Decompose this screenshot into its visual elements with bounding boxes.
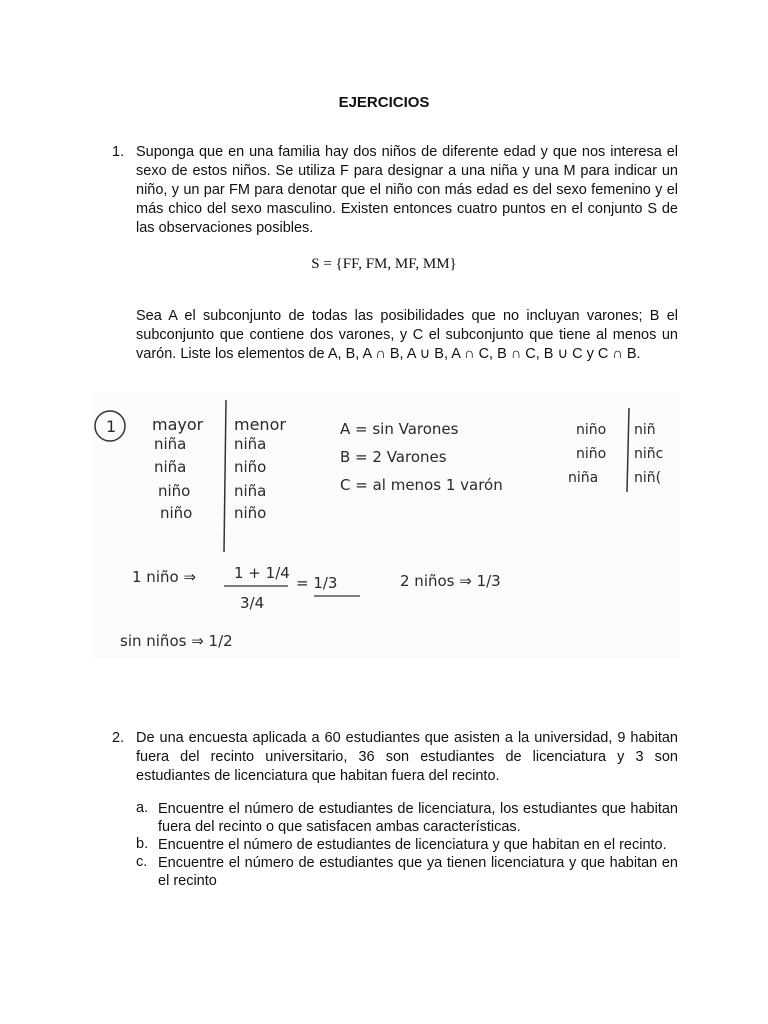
- col-header-mayor: mayor: [152, 415, 204, 434]
- item-a-label: a.: [136, 800, 149, 816]
- line2: sin niños ⇒ 1/2: [120, 632, 233, 650]
- row1-col2: niña: [234, 435, 267, 453]
- set-formula: S = {FF, FM, MF, MM}: [311, 256, 457, 272]
- line1-lhs: 1 niño ⇒: [132, 568, 197, 586]
- line1-right: 2 niños ⇒ 1/3: [400, 572, 501, 590]
- right-row1-col2: niñ: [634, 422, 656, 438]
- item-b-text: Encuentre el número de estudiantes de licenciatura y que habitan en el recinto.: [158, 837, 667, 853]
- item-b-label: b.: [136, 836, 149, 852]
- right-row2-col1: niño: [576, 446, 607, 462]
- row4-col1: niño: [160, 504, 193, 522]
- definition-a: A = sin Varones: [340, 420, 459, 438]
- definition-b: B = 2 Varones: [340, 448, 447, 466]
- item-c-text: Encuentre el número de estudiantes que ya tienen licenciatura y que habitan en el recinto: [158, 855, 678, 889]
- line1-numerator: 1 + 1/4: [234, 564, 290, 582]
- col-header-menor: menor: [234, 415, 286, 434]
- row2-col1: niña: [154, 458, 187, 476]
- row4-col2: niño: [234, 504, 267, 522]
- row2-col2: niño: [234, 458, 267, 476]
- line1-result: = 1/3: [296, 574, 338, 592]
- item-a-text: Encuentre el número de estudiantes de licenciatura, los estudiantes que habitan fuera del recinto o que satisfacen ambas características.: [158, 801, 678, 835]
- table-divider: [224, 400, 226, 552]
- page-title: EJERCICIOS: [338, 94, 430, 111]
- exercise-2-number: 2.: [112, 730, 125, 746]
- exercise-1-text: Suponga que en una familia hay dos niños de diferente edad y que nos interesa el sexo de estos niños. Se utiliza F para designar a una niña y una M para indicar un niño, y un par FM para denotar que el niño con más edad es del sexo femenino y el más chico del sexo masculino. Existen entonces cuatro puntos en el conjunto S de las observaciones posibles.: [136, 144, 678, 236]
- right-row1-col1: niño: [576, 422, 607, 438]
- handwritten-notes: [92, 392, 680, 658]
- right-row2-col2: niñc: [634, 446, 664, 462]
- circle-number: 1: [106, 417, 117, 436]
- row1-col1: niña: [154, 435, 187, 453]
- right-table-divider: [627, 408, 629, 492]
- item-c-label: c.: [136, 854, 148, 870]
- line1-denominator: 3/4: [240, 594, 265, 612]
- right-row3-col2: niñ(: [634, 470, 662, 486]
- row3-col1: niño: [158, 482, 191, 500]
- definition-c: C = al menos 1 varón: [340, 476, 503, 494]
- right-row3-col1: niña: [568, 470, 599, 486]
- exercise-1-question: Sea A el subconjunto de todas las posibilidades que no incluyan varones; B el subconjunto que contiene dos varones, y C el subconjunto que tiene al menos un varón. Liste los elementos de A, B, A ∩ B, A ∪ B, A ∩ C, B ∩ C, B ∪ C y C ∩ B.: [136, 308, 678, 362]
- exercise-2-text: De una encuesta aplicada a 60 estudiantes que asisten a la universidad, 9 habitan fuera del recinto universitario, 36 son estudiantes de licenciatura y 3 son estudiantes de licenciatura que habitan fuera del recinto.: [136, 730, 678, 784]
- row3-col2: niña: [234, 482, 267, 500]
- exercise-1-number: 1.: [112, 144, 125, 160]
